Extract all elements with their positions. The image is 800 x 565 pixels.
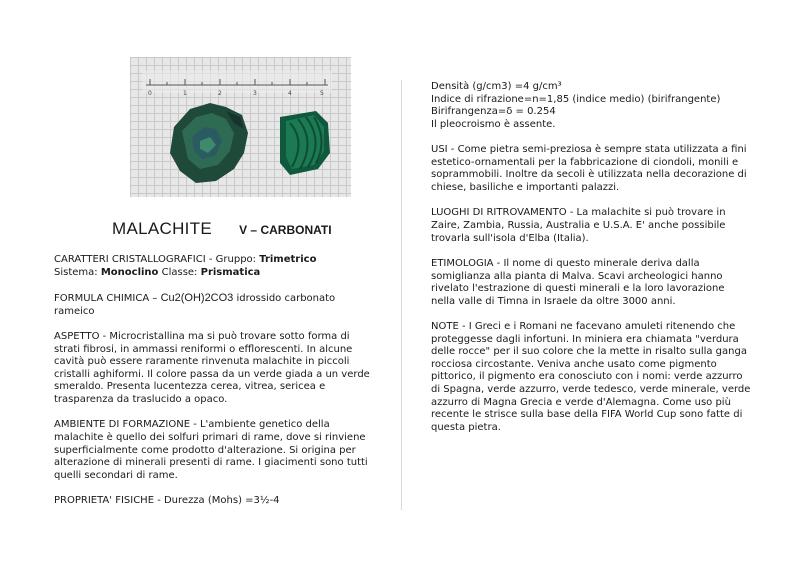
system-label: Sistema: [54,266,101,278]
ruler-label-0: 0 [148,90,152,97]
formula-description: idrossido carbonato rameico [54,292,336,317]
column-divider [401,80,402,510]
locations-section: LUOGHI DI RITROVAMENTO - La malachite si può trovare in Zaire, Zambia, Russia, Australia e U.S.A. E' anche possibile trovarla sull'isola d'Elba (Italia). [431,207,726,244]
mineral-class: V – CARBONATI [239,223,332,237]
class-label: Classe: [158,266,201,278]
ruler-label-3: 3 [253,90,257,97]
density: Densità (g/cm3) =4 g/cm³ [431,81,562,92]
birefringence: Birifrangenza=δ = 0.254 [431,106,556,118]
pleochroism: Il pleocroismo è assente. [431,118,556,130]
notes-section: NOTE - I Greci e i Romani ne facevano amuleti ritenendo che proteggesse dagli infortuni. In miniera era chiamata "verdura delle rocce" per il suo colore che la mette in risalto sulla ganga rocciosa circostante. Veniva anche usato come pigmento pittorico, il pigmento era conosciuto con i nomi: verde azzurro di Spagna, verde azzurro, verde tedesco, verde minerale, verde azzurro di Magna Grecia e verde d'Alemagna. Come uso più recente le strisce sulla base della FIFA World Cup sono fatte di questa pietra. [431,321,751,433]
formation-section: AMBIENTE DI FORMAZIONE - L'ambiente genetico della malachite è quello dei solfuri primari di rame, dove si rinviene superficialmente come prodotto d'alterazione. Si origina per alterazione di minerali presenti di rame. I giacimenti sono tutti quelli secondari di rame. [54,419,368,481]
crystal-label: CARATTERI CRISTALLOGRAFICI - Gruppo: [54,254,260,265]
left-column [54,254,376,508]
ruler-label-2: 2 [218,90,222,97]
physical-properties: PROPRIETA' FISICHE - Durezza (Mohs) =3½-4 [54,495,280,507]
photo-illustration [130,57,351,197]
aspect-section: ASPETTO - Microcristallina ma si può trovare sotto forma di strati fibrosi, in ammassi reniformi o efflorescenti. In alcune cavità può essere raramente rinvenuta malachite in piccoli cristalli aghiformi. Il colore passa da un verde giada a un verde smeraldo. Presenta lucentezza cerea, vitrea, sericea e trasparenza da traslucido a opaco. [54,330,370,405]
right-column [431,81,751,434]
etymology-section: ETIMOLOGIA - Il nome di questo minerale deriva dalla somiglianza alla pianta di Malva. Scavi archeologici hanno rivelato l'estrazione di questi minerali e la loro lavorazione nella valle di Timna in Israele da oltre 3000 anni. [431,257,725,307]
ruler-label-1: 1 [183,90,187,97]
refraction-index: Indice di rifrazione=n=1,85 (indice medio) (birifrangente) [431,93,721,105]
crystal-group: Trimetrico [259,254,317,265]
mineral-name: MALACHITE [112,219,212,238]
crystal-characteristics [54,254,376,279]
system-value: Monoclino [100,266,159,278]
formula-value: Cu2(OH)2CO3 [160,291,234,304]
ruler-label-5: 5 [320,90,324,97]
ruler-label-4: 4 [288,90,292,97]
malachite-photo [130,57,351,197]
uses-section: USI - Come pietra semi-preziosa è sempre stata utilizzata a fini estetico-ornamentali per la fabbricazione di ciondoli, monili e soprammobili. Inoltre da secoli è utilizzata nella decorazione di chiese, basiliche e importanti palazzi. [431,144,747,193]
class-value: Prismatica [200,266,261,278]
formula-label: FORMULA CHIMICA – [54,292,161,304]
polished-specimen [280,111,330,175]
rough-specimen [170,103,248,183]
document-title [112,219,332,239]
optical-properties [431,81,751,131]
chemical-formula [54,292,376,318]
